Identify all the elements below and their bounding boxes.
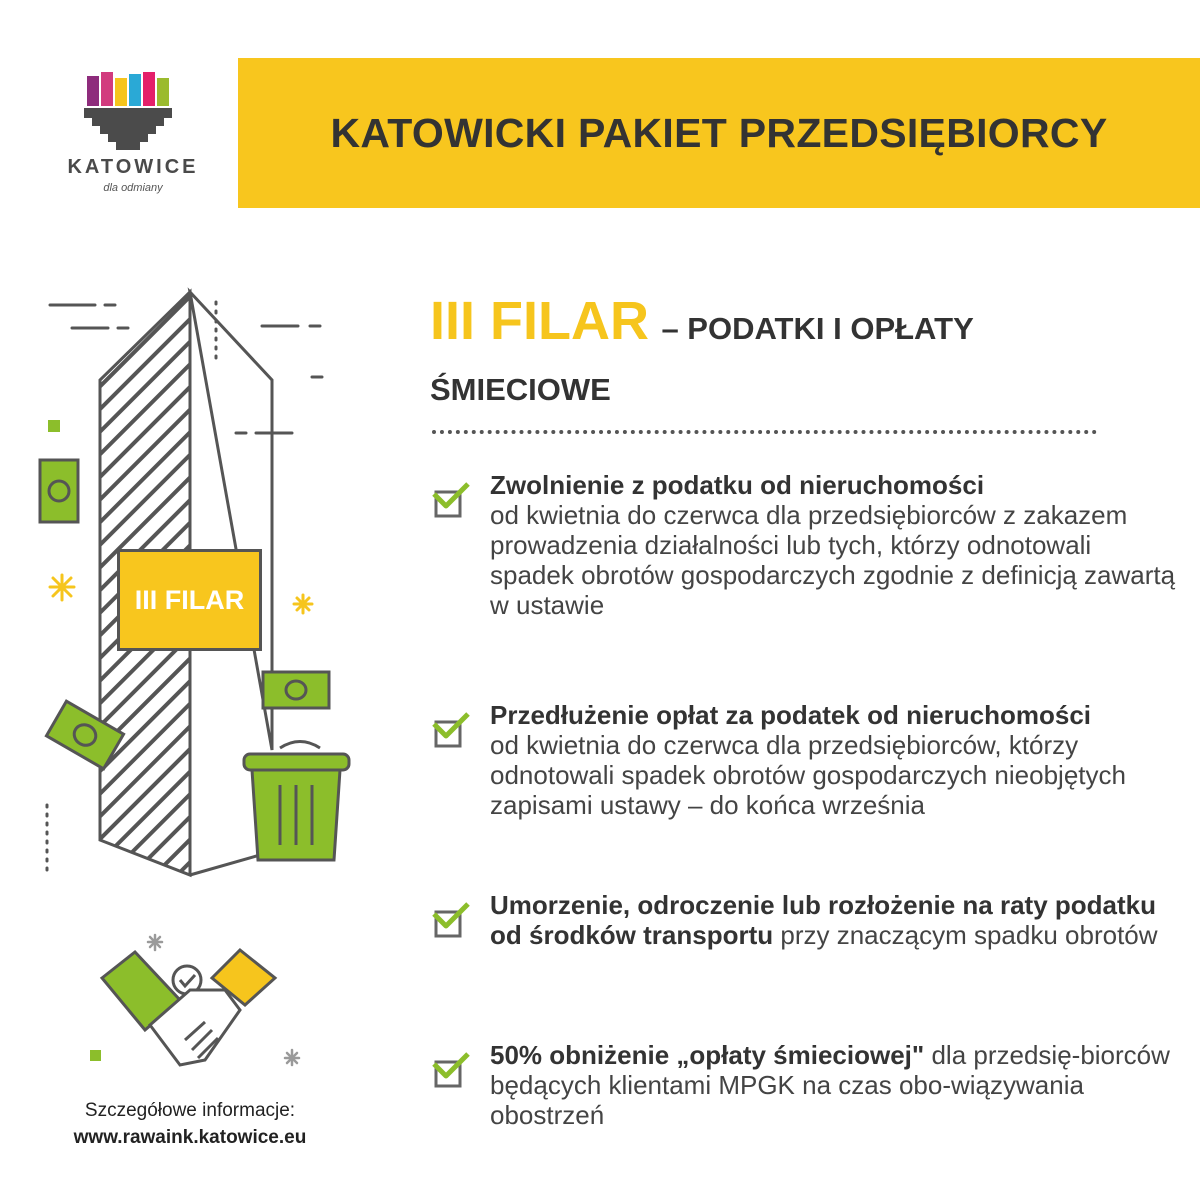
katowice-logo-icon — [58, 70, 208, 156]
list-item-text — [490, 890, 1180, 950]
list-item-bold: Zwolnienie z podatku od nieruchomości — [490, 470, 985, 500]
checkbox-checked-icon — [430, 1050, 470, 1090]
section-heading — [430, 290, 1170, 352]
heading-subtitle-line2: ŚMIECIOWE — [430, 372, 611, 407]
pillar-box — [117, 549, 262, 651]
list-item-desc: od kwietnia do czerwca dla przedsiębiorców z zakazem prowadzenia działalności lub tych, którzy odnotowali spadek obrotów gospodarczych zgodnie z definicją zawartą w ustawie — [490, 500, 1176, 620]
checkbox-checked-icon — [430, 480, 470, 520]
handshake-icon — [80, 930, 320, 1090]
list-item-desc: przy znaczącym spadku obrotów — [780, 920, 1158, 950]
footer-url[interactable]: www.rawaink.katowice.eu — [73, 1127, 307, 1148]
heading-subtitle-line1: – PODATKI I OPŁATY — [661, 311, 974, 346]
list-item-bold: 50% obniżenie „opłaty śmieciowej" — [490, 1040, 925, 1070]
money-icon — [40, 460, 78, 522]
logo-name: KATOWICE — [67, 156, 199, 178]
pillar-box-label: III FILAR — [134, 584, 245, 615]
list-item-text — [490, 470, 1180, 620]
list-item-desc: dla przedsię-biorców będących klientami MPGK na czas obo-wiązywania obostrzeń — [490, 1040, 1170, 1130]
list-item-bold: Umorzenie, odroczenie lub rozłożenie na raty podatku od środków transportu — [490, 890, 1156, 950]
katowice-logo — [58, 70, 208, 210]
list-item-text — [490, 1040, 1180, 1130]
list-item-desc: od kwietnia do czerwca dla przedsiębiorców, którzy odnotowali spadek obrotów gospodarczych nieobjętych zapisami ustawy – do końca września — [490, 730, 1126, 820]
banner-title: KATOWICKI PAKIET PRZEDSIĘBIORCY — [330, 109, 1108, 156]
list-item-bold: Przedłużenie opłat za podatek od nieruchomości — [490, 700, 1091, 730]
checkbox-checked-icon — [430, 900, 470, 940]
trash-bin-icon — [244, 742, 349, 861]
title-banner — [238, 58, 1200, 208]
list-item-text — [490, 700, 1180, 820]
dotted-divider — [432, 430, 1097, 434]
footer-label: Szczegółowe informacje: — [84, 1100, 296, 1121]
logo-tagline: dla odmiany — [103, 182, 163, 194]
checkbox-checked-icon — [430, 710, 470, 750]
pillar-title: III FILAR — [430, 291, 649, 351]
